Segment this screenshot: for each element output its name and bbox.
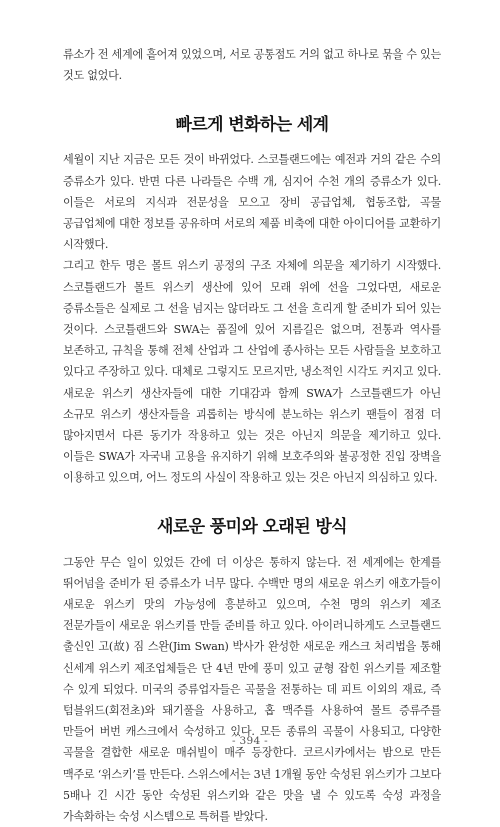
section2-paragraph-1: 그동안 무슨 일이 있었든 간에 더 이상은 통하지 않는다. 전 세계에는 한계를 뛰어넘을 준비가 된 증류소가 너무 많다. 수백만 명의 새로운 위스키 애호가들이 새로운 위스키 맛의 가능성에 흥분하고 있으며, 수천 명의 위스키 제조 전문가들이 새로운 위스키를 만들 준비를 하고 있다. 아이러니하게도 스코틀랜드 출신인 고(故) 짐 스완(Jim Swan) 박사가 완성한 새로운 캐스크 처리법을 통해 신세계 위스키 제조업체들은 단 4년 만에 풍미 있고 균형 잡힌 위스키를 제조할 수 있게 되었다. 미국의 증류업자들은 곡물을 전통하는 데 피트 이외의 재료, 즉 텀블위드(회전초)와 돼기풀을 사용하고, 홉 맥주를 사용하여 몰트 증류주를 만들어 버번 캐스크에서 숙성하고 있다. 모든 종류의 곡물이 사용되고, 다양한 곡물을 결합한 새로운 매쉬빌이 매주 등장한다. 코르시카에서는 밤으로 만든 맥주로 ‘위스키’를 만든다. 스위스에서는 3년 1개월 동안 숙성된 위스키가 그보다 5배나 긴 시간 동안 숙성된 위스키와 같은 맛을 낼 수 있도록 숙성 과정을 가속화하는 숙성 시스템으로 특허를 받았다. (63, 555, 441, 824)
page-number: - 394 - (232, 735, 268, 747)
page-content (63, 44, 441, 827)
section1-paragraph-1: 세월이 지난 지금은 모든 것이 바뀌었다. 스코틀랜드에는 예전과 거의 같은 수의 증류소가 있다. 반면 다른 나라들은 수백 개, 심지어 수천 개의 증류소가 있다. 이들은 서로의 지식과 전문성을 모으고 장비 공급업체, 협동조합, 곡물 공급업체에 대한 정보를 공유하며 서로의 제품 비축에 대한 아이디어를 교환하기 시작했다. (63, 153, 441, 252)
section-heading-new-flavors: 새로운 풍미와 오래된 방식 (157, 516, 347, 537)
intro-paragraph: 류소가 전 세계에 흩어져 있었으며, 서로 공통점도 거의 없고 하나로 묶을 수 있는 것도 없었다. (63, 48, 441, 83)
section1-paragraph-2: 그리고 한두 명은 몰트 위스키 공정의 구조 자체에 의문을 제기하기 시작했다. 스코틀랜드가 몰트 위스키 생산에 있어 모래 위에 선을 그었다면, 새로운 증류소들은 실제로 그 선을 넘지는 않더라도 그 선을 흐리게 할 준비가 되어 있는 것이다. 스코틀랜드와 SWA는 품질에 있어 지름길은 없으며, 전통과 역사를 보존하고, 규칙을 통해 전체 산업과 그 산업에 종사하는 모든 사람들을 보호하고 있다고 주장하고 있다. 대체로 그렇지도 모르지만, 냉소적인 시각도 커지고 있다. 새로운 위스키 생산자들에 대한 기대감과 함께 SWA가 스코틀랜드가 아닌 소규모 위스키 생산자들을 괴롭히는 방식에 분노하는 위스키 팬들이 점점 더 많아지면서 다른 동기가 작용하고 있는 것은 아닌지 의문을 제기하고 있다. 이들은 SWA가 자국내 고용을 유지하기 위해 보호주의와 불공정한 진입 장벽을 이용하고 있으며, 어느 정도의 사실이 작용하고 있는 것은 아닌지 의심하고 있다. (63, 259, 441, 485)
section-heading-changing-world: 빠르게 변화하는 세계 (175, 115, 329, 136)
